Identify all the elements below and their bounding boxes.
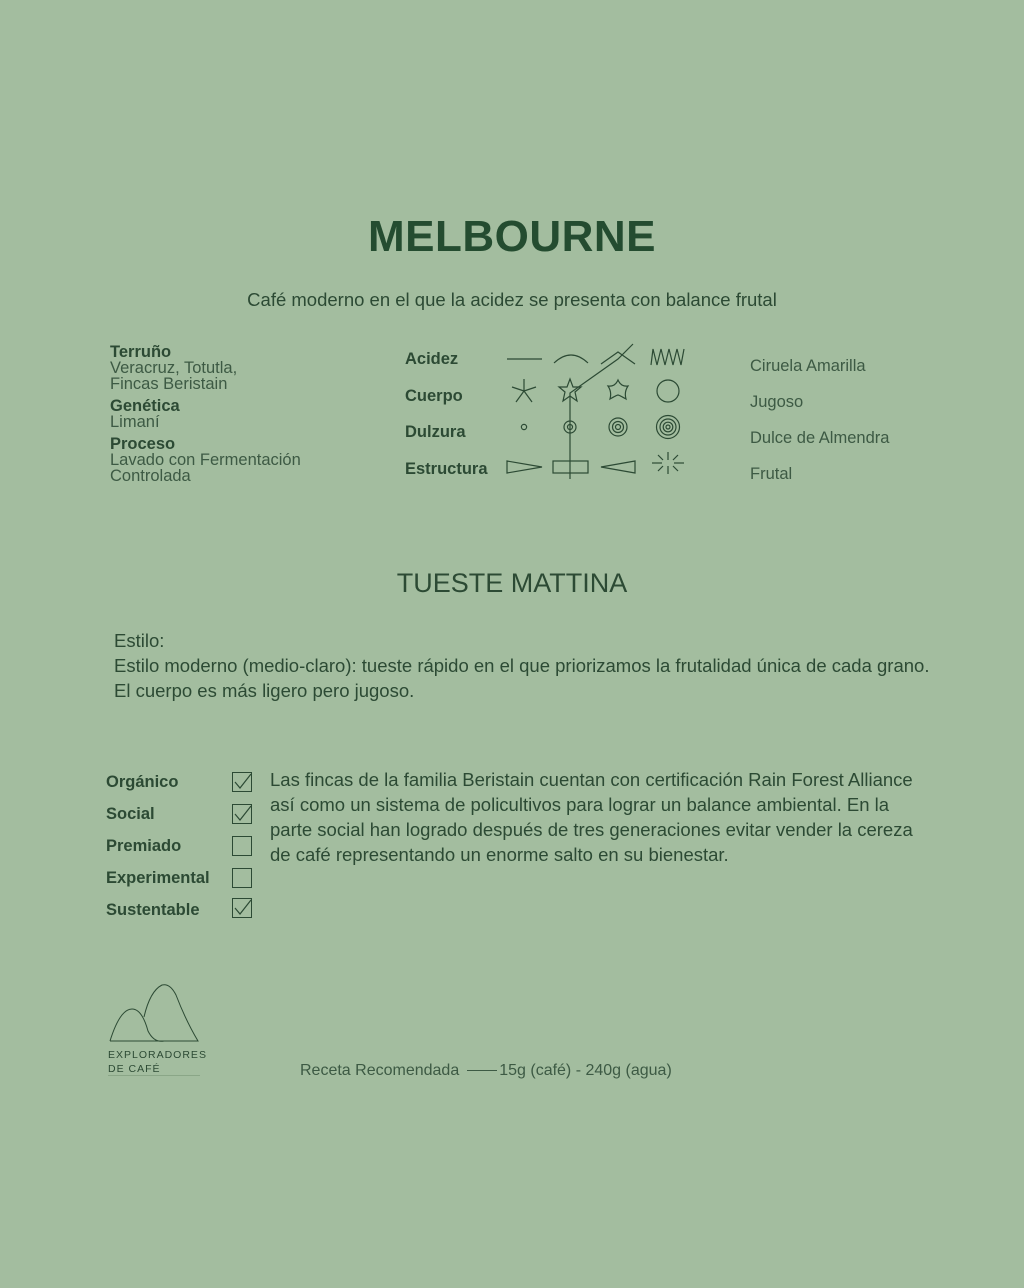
genetica-value: Limaní [110, 413, 160, 431]
checkbox-premiado [232, 836, 252, 856]
cuerpo-star-thin-icon [512, 379, 536, 402]
brand-underline [108, 1075, 200, 1076]
brand-line1: EXPLORADORES [108, 1049, 207, 1061]
cuerpo-circle-icon [657, 380, 679, 402]
brand-line2: DE CAFÉ [108, 1063, 161, 1075]
flavor-profile-graph [500, 335, 700, 485]
checkbox-social [232, 804, 252, 824]
note-acidez: Ciruela Amarilla [750, 357, 866, 375]
proceso-label: Proceso [110, 435, 176, 453]
cuerpo-round-star-icon [608, 380, 628, 399]
acidez-arc-icon [554, 355, 588, 363]
attr-label-cuerpo: Cuerpo [405, 387, 463, 405]
terruno-label: Terruño [110, 343, 172, 361]
acidez-wave-icon [651, 349, 684, 365]
estructura-wedge-right-icon [507, 461, 542, 473]
product-title: MELBOURNE [367, 212, 657, 261]
terruno-value-line1: Veracruz, Totutla, [110, 359, 238, 377]
mountains-logo-icon [108, 983, 202, 1045]
terruno-value-line2: Fincas Beristain [110, 375, 228, 393]
recipe-label: Receta Recomendada [300, 1062, 460, 1079]
attr-label-estructura: Estructura [405, 460, 488, 478]
attr-label-dulzura: Dulzura [405, 423, 466, 441]
product-subtitle: Café moderno en el que la acidez se presenta con balance frutal [247, 289, 777, 310]
checkbox-organico [232, 772, 252, 792]
style-label: Estilo: [114, 630, 165, 651]
checkbox-experimental [232, 868, 252, 888]
roast-title: TUESTE MATTINA [396, 568, 628, 598]
estructura-wedge-left-icon [601, 461, 635, 473]
genetica-group [110, 398, 370, 430]
cert-label-premiado: Premiado [106, 837, 182, 855]
dulzura-dot-icon [521, 424, 526, 429]
recipe-dash [467, 1070, 497, 1071]
proceso-value-line2: Controlada [110, 467, 191, 485]
brand-name [108, 1048, 207, 1076]
note-cuerpo: Jugoso [750, 393, 804, 411]
note-estructura: Frutal [750, 465, 793, 483]
recipe [300, 1062, 672, 1080]
style-text: Estilo moderno (medio-claro): tueste rápido en el que priorizamos la frutalidad única de cada grano. El cuerpo es más ligero pero jugoso. [114, 655, 930, 701]
check-icon [232, 772, 254, 794]
attr-label-acidez: Acidez [405, 350, 459, 368]
terruno-group [110, 344, 370, 392]
cert-label-organico: Orgánico [106, 773, 179, 791]
check-icon [232, 804, 254, 826]
origin-info [110, 344, 370, 490]
note-dulzura: Dulce de Almendra [750, 429, 890, 447]
estructura-burst-icon [652, 452, 684, 474]
dulzura-rings-icon [609, 418, 627, 436]
proceso-value-line1: Lavado con Fermentación [110, 451, 301, 469]
style-section [114, 628, 934, 703]
check-icon [232, 898, 254, 920]
recipe-value: 15g (café) - 240g (agua) [499, 1062, 672, 1079]
cert-label-experimental: Experimental [106, 869, 210, 887]
acidez-peak-icon [601, 352, 635, 364]
dulzura-spiral-icon [657, 416, 680, 439]
checkbox-sustentable [232, 898, 252, 918]
genetica-label: Genética [110, 397, 180, 415]
cert-label-sustentable: Sustentable [106, 901, 200, 919]
proceso-group [110, 436, 370, 484]
cert-label-social: Social [106, 805, 155, 823]
certification-description: Las fincas de la familia Beristain cuentan con certificación Rain Forest Alliance así como un sistema de policultivos para lograr un balance ambiental. En la parte social han logrado después de tres generaciones evitar vender la cereza de café representando un enorme salto en su bienestar. [270, 769, 913, 865]
